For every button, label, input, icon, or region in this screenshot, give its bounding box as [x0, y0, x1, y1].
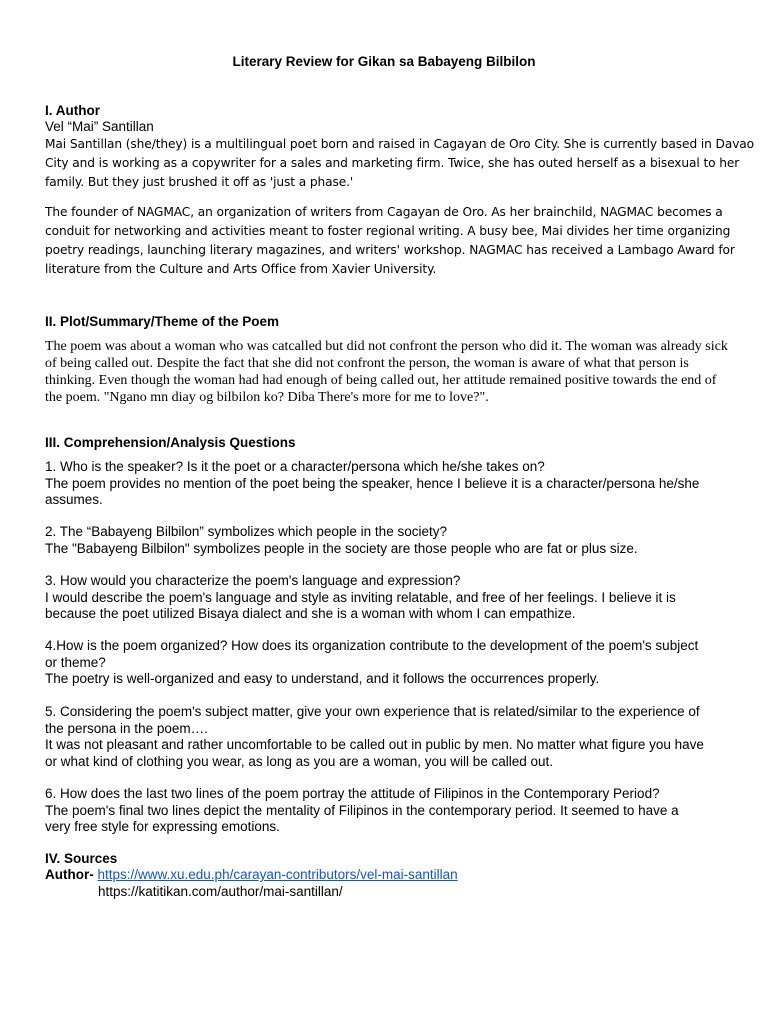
sources-author-row	[45, 867, 725, 900]
founder-line: literature from the Culture and Arts Office from Xavier University.	[45, 262, 437, 276]
founder-line: The founder of NAGMAC, an organization of writers from Cagayan de Oro. As her brainchild, NAGMAC becomes a	[45, 205, 723, 219]
plot-heading: II. Plot/Summary/Theme of the Poem	[45, 314, 280, 329]
founder-line: poetry readings, launching literary magazines, and writers' workshop. NAGMAC has received a Lambago Award for	[45, 243, 735, 257]
question-5	[45, 704, 725, 770]
plot-line: of being called out. Despite the fact that she did not confront the person, the woman is aware of what that person is	[45, 356, 689, 371]
question-6	[45, 786, 725, 836]
question-text: 6. How does the last two lines of the poem portray the attitude of Filipinos in the Contemporary Period?	[45, 786, 660, 801]
answer-text: I would describe the poem's language and style as inviting relatable, and free of her feelings. I believe it is	[45, 589, 676, 605]
plot-line: thinking. Even though the woman had had enough of being called out, her attitude remained positive towards the end of	[45, 373, 717, 388]
author-heading: I. Author	[45, 103, 100, 118]
page-title: Literary Review for Gikan sa Babayeng Bilbilon	[232, 54, 536, 69]
question-text: 1. Who is the speaker? Is it the poet or a character/persona which he/she takes on?	[45, 459, 545, 474]
founder-line: conduit for networking and activities meant to foster regional writing. A busy bee, Mai divides her time organizing	[45, 224, 731, 238]
answer-text: The poem's final two lines depict the mentality of Filipinos in the contemporary period. It seemed to have a	[45, 802, 679, 818]
plot-line: the poem. "Ngano mn diay og bilbilon ko? Diba There's more for me to love?".	[45, 390, 489, 405]
question-text: the persona in the poem….	[45, 720, 208, 736]
answer-text: because the poet utilized Bisaya dialect and she is a woman with whom I can empathize.	[45, 606, 576, 621]
question-2	[45, 524, 725, 557]
plot-line: The poem was about a woman who was catcalled but did not confront the person who did it. The woman was already sick	[45, 339, 728, 354]
author-bio	[45, 135, 755, 192]
question-4	[45, 638, 725, 688]
question-text: 4.How is the poem organized? How does its organization contribute to the development of the poem's subject	[45, 638, 699, 653]
source-link-xu[interactable]: https://www.xu.edu.ph/carayan-contributors/vel-mai-santillan	[97, 867, 458, 882]
question-1	[45, 459, 725, 509]
answer-text: The "Babayeng Bilbilon" symbolizes people in the society are those people who are fat or plus size.	[45, 540, 638, 556]
answer-text: very free style for expressing emotions.	[45, 819, 280, 834]
question-text: or theme?	[45, 654, 106, 670]
question-3	[45, 573, 725, 623]
answer-text: It was not pleasant and rather uncomfortable to be called out in public by men. No matter what figure you have	[45, 737, 704, 752]
answer-text: The poem provides no mention of the poet being the speaker, hence I believe it is a character/persona he/she	[45, 475, 700, 491]
author-name: Vel “Mai” Santillan	[45, 119, 154, 134]
author-founder-paragraph	[45, 203, 735, 279]
source-link-katitikan: https://katitikan.com/author/mai-santillan/	[98, 883, 343, 899]
question-text: 3. How would you characterize the poem's language and expression?	[45, 573, 461, 588]
answer-text: The poetry is well-organized and easy to understand, and it follows the occurrences properly.	[45, 671, 600, 686]
answer-text: assumes.	[45, 492, 103, 507]
bio-line: Mai Santillan (she/they) is a multilingual poet born and raised in Cagayan de Oro City. She is currently based in Davao	[45, 137, 755, 151]
bio-line: City and is working as a copywriter for a sales and marketing firm. Twice, she has outed herself as a bisexual to her	[45, 156, 740, 170]
plot-paragraph	[45, 338, 728, 406]
answer-text: or what kind of clothing you wear, as long as you are a woman, you will be called out.	[45, 753, 554, 769]
question-text: 2. The “Babayeng Bilbilon” symbolizes which people in the society?	[45, 524, 447, 539]
bio-line: family. But they just brushed it off as 'just a phase.'	[45, 175, 354, 189]
question-text: 5. Considering the poem's subject matter, give your own experience that is related/similar to the experience of	[45, 704, 700, 719]
sources-author-label: Author-	[45, 867, 94, 882]
questions-heading: III. Comprehension/Analysis Questions	[45, 435, 296, 450]
sources-heading: IV. Sources	[45, 851, 118, 866]
